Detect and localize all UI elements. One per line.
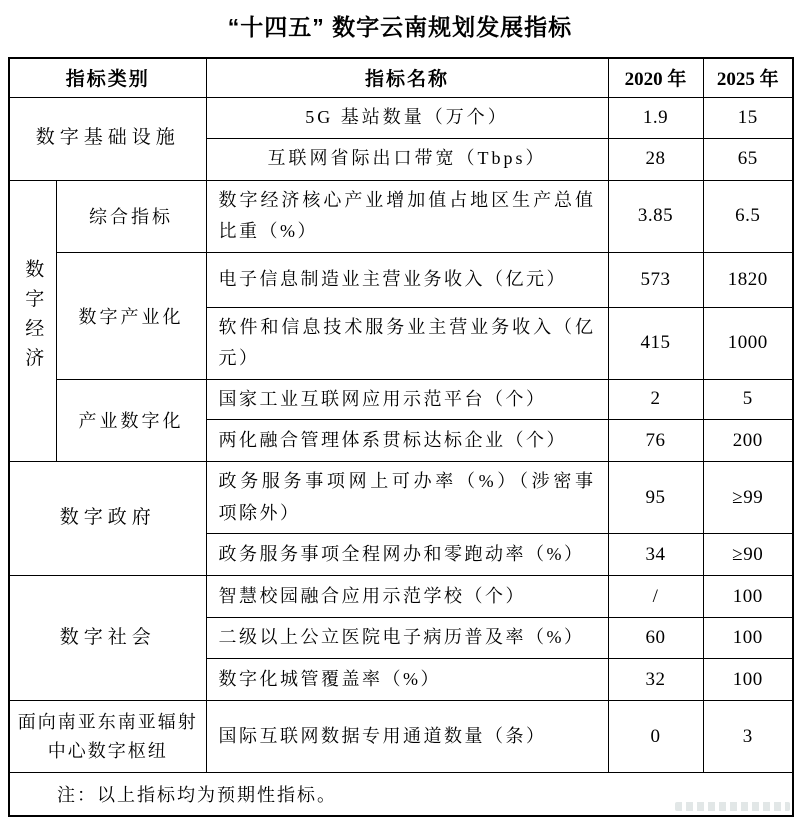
indicator-name-cell: 电子信息制造业主营业务收入（亿元）: [206, 252, 608, 307]
subcategory-cell: 产业数字化: [56, 379, 206, 462]
category-cell-digital-society: 数字社会: [9, 576, 206, 701]
indicator-name-cell: 软件和信息技术服务业主营业务收入（亿元）: [206, 307, 608, 379]
header-category: 指标类别: [9, 58, 206, 97]
value-2025-cell: 100: [703, 618, 793, 659]
page-title: “十四五” 数字云南规划发展指标: [227, 14, 573, 40]
value-2025-cell: 1000: [703, 307, 793, 379]
header-2025: 2025 年: [703, 58, 793, 97]
value-2025-cell: 6.5: [703, 180, 793, 252]
indicator-name-cell: 政务服务事项网上可办率（%）（涉密事项除外）: [206, 462, 608, 534]
table-row: [9, 180, 793, 252]
indicator-name-cell: 国家工业互联网应用示范平台（个）: [206, 379, 608, 420]
category-cell-infrastructure: 数字基础设施: [9, 97, 206, 180]
table-row: [9, 701, 793, 773]
vertical-category-label: 数字经济: [22, 259, 44, 378]
note-row: [9, 773, 793, 816]
value-2020-cell: /: [608, 576, 703, 618]
value-2025-cell: 100: [703, 576, 793, 618]
value-2020-cell: 3.85: [608, 180, 703, 252]
value-2020-cell: 415: [608, 307, 703, 379]
table-note: 注：以上指标均为预期性指标。: [9, 773, 793, 816]
value-2025-cell: 5: [703, 379, 793, 420]
indicator-name-cell: 二级以上公立医院电子病历普及率（%）: [206, 618, 608, 659]
value-2025-cell: ≥90: [703, 534, 793, 576]
subcategory-cell: 数字产业化: [56, 252, 206, 379]
indicator-name-cell: 数字经济核心产业增加值占地区生产总值比重（%）: [206, 180, 608, 252]
value-2020-cell: 0: [608, 701, 703, 773]
table-header-row: [9, 58, 793, 97]
indicator-name-cell: 互联网省际出口带宽（Tbps）: [206, 138, 608, 180]
value-2025-cell: 3: [703, 701, 793, 773]
value-2020-cell: 60: [608, 618, 703, 659]
indicator-name-cell: 数字化城管覆盖率（%）: [206, 659, 608, 701]
table-row: [9, 462, 793, 534]
category-cell-digital-economy: [9, 180, 56, 462]
header-name: 指标名称: [206, 58, 608, 97]
value-2025-cell: 200: [703, 420, 793, 462]
value-2020-cell: 34: [608, 534, 703, 576]
indicator-name-cell: 政务服务事项全程网办和零跑动率（%）: [206, 534, 608, 576]
indicator-name-cell: 两化融合管理体系贯标达标企业（个）: [206, 420, 608, 462]
indicator-name-cell: 智慧校园融合应用示范学校（个）: [206, 576, 608, 618]
value-2025-cell: ≥99: [703, 462, 793, 534]
value-2025-cell: 100: [703, 659, 793, 701]
value-2020-cell: 1.9: [608, 97, 703, 138]
subcategory-cell: 综合指标: [56, 180, 206, 252]
table-row: [9, 252, 793, 307]
value-2025-cell: 15: [703, 97, 793, 138]
indicator-name-cell: 5G 基站数量（万个）: [206, 97, 608, 138]
value-2020-cell: 28: [608, 138, 703, 180]
value-2020-cell: 76: [608, 420, 703, 462]
table-row: [9, 97, 793, 138]
table-row: [9, 379, 793, 420]
category-cell-digital-government: 数字政府: [9, 462, 206, 576]
value-2025-cell: 1820: [703, 252, 793, 307]
value-2020-cell: 2: [608, 379, 703, 420]
indicator-name-cell: 国际互联网数据专用通道数量（条）: [206, 701, 608, 773]
value-2020-cell: 573: [608, 252, 703, 307]
header-2020: 2020 年: [608, 58, 703, 97]
category-cell-hub: 面向南亚东南亚辐射中心数字枢纽: [9, 701, 206, 773]
value-2025-cell: 65: [703, 138, 793, 180]
value-2020-cell: 32: [608, 659, 703, 701]
indicators-table: [8, 57, 794, 817]
table-row: [9, 576, 793, 618]
value-2020-cell: 95: [608, 462, 703, 534]
